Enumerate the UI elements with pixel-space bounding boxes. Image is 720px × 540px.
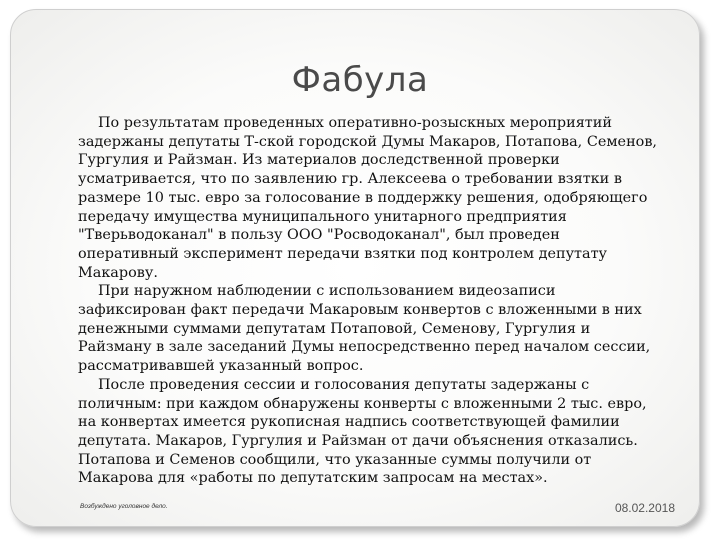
footer-date: 08.02.2018 bbox=[614, 501, 675, 515]
footer-note: Возбуждено уголовное дело. bbox=[80, 503, 168, 510]
slide-title: Фабула bbox=[291, 60, 429, 100]
paragraph-3: После проведения сессии и голосования депутаты задержаны с поличным: при каждом обнаружены конверты с вложенными 2 тыс. евро, на конвертах имеется рукописная надпись соответствующей фамилии депутата. Макаров, Гургулия и Райзман от дачи объяснения отказались. Потапова и Семенов сообщили, что указанные суммы получили от Макарова для «работы по депутатским запросам на местах». bbox=[78, 376, 647, 487]
slide-body bbox=[78, 114, 662, 488]
paragraph-2: При наружном наблюдении с использованием видеозаписи зафиксирован факт передачи Макаровым конвертов с вложенными в них денежными суммами депутатам Потаповой, Семенову, Гургулия и Райзману в зале заседаний Думы непосредственно перед началом сессии, рассматривавшей указанный вопрос. bbox=[78, 283, 651, 375]
paragraph-1: По результатам проведенных оперативно-розыскных мероприятий задержаны депутаты Т-ской городской Думы Макаров, Потапова, Семенов, Гургулия и Райзман. Из материалов доследственной проверки усматривается, что по заявлению гр. Алексеева о требовании взятки в размере 10 тыс. евро за голосование в поддержку решения, одобряющего передачу имущества муниципального унитарного предприятия "Тверьводоканал" в пользу ООО "Росводоканал", был проведен оперативный эксперимент передачи взятки под контролем депутату Макарову. bbox=[78, 115, 657, 281]
